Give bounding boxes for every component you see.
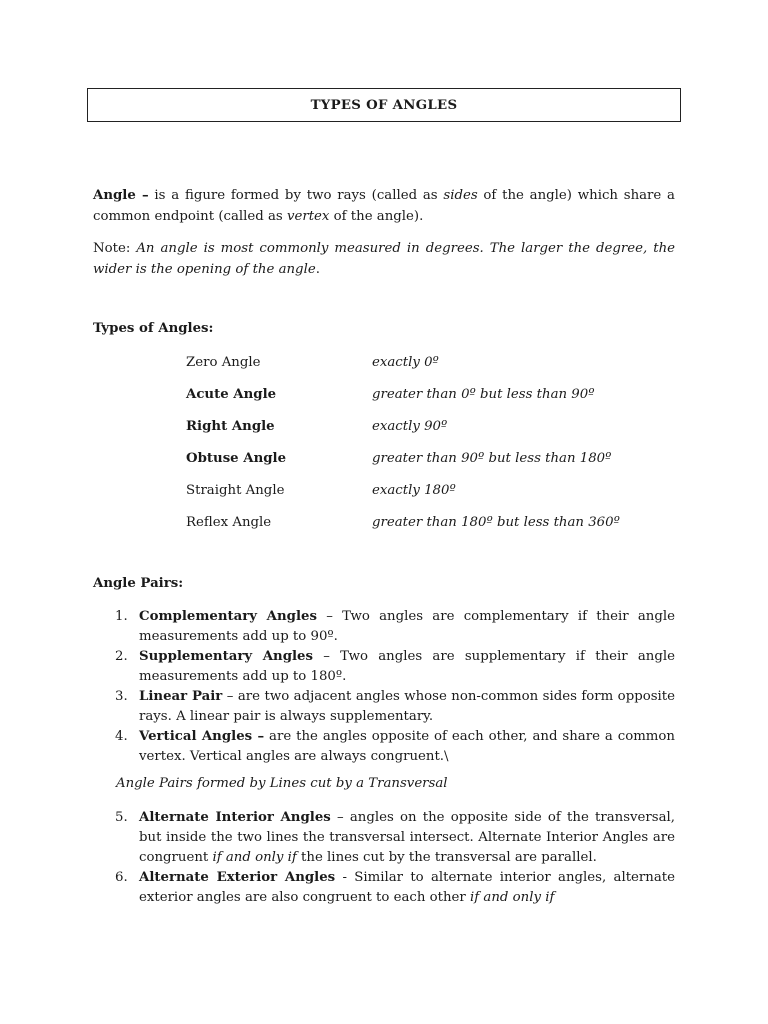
pair-italic: if and only if xyxy=(470,890,555,905)
list-item xyxy=(93,647,675,687)
pair-term: Complementary Angles xyxy=(139,609,317,624)
type-desc: greater than 90º but less than 180º xyxy=(372,451,612,466)
list-number: 4. xyxy=(115,729,128,744)
angle-pairs-list xyxy=(93,607,675,767)
pair-text: the lines cut by the transversal are parallel. xyxy=(296,850,597,865)
type-desc: greater than 0º but less than 90º xyxy=(372,387,595,402)
pair-text: – are two adjacent angles whose non-common sides form opposite rays. A linear pair is always supplementary. xyxy=(139,689,676,724)
definition-text: of the angle) which share a common endpoint (called as xyxy=(93,188,675,224)
pair-term: Alternate Interior Angles xyxy=(139,810,331,825)
type-name: Straight Angle xyxy=(186,483,285,498)
note-label: Note: xyxy=(93,241,137,256)
type-name: Obtuse Angle xyxy=(186,451,287,466)
pair-text: – Two angles are complementary if their angle measurements add up to 90º. xyxy=(139,609,675,644)
list-item xyxy=(93,808,675,868)
type-desc: exactly 180º xyxy=(372,483,456,498)
list-number: 2. xyxy=(115,649,128,664)
pair-term: Supplementary Angles xyxy=(139,649,314,664)
pair-text: are the angles opposite of each other, and share a common vertex. Vertical angles are always congruent.\ xyxy=(139,729,675,764)
angle-definition xyxy=(93,185,675,227)
pair-term: Alternate Exterior Angles xyxy=(139,870,336,885)
type-name: Reflex Angle xyxy=(186,515,272,530)
type-name: Acute Angle xyxy=(186,387,277,402)
note-paragraph xyxy=(93,238,675,280)
type-desc: exactly 0º xyxy=(372,355,439,370)
list-item xyxy=(93,687,675,727)
transversal-pairs-list xyxy=(93,808,675,908)
document-title: TYPES OF ANGLES xyxy=(87,88,681,122)
pair-text: – Two angles are supplementary if their angle measurements add up to 180º. xyxy=(139,649,675,684)
pair-term: Linear Pair xyxy=(139,689,223,704)
list-item xyxy=(93,868,675,908)
pair-italic: if and only if xyxy=(212,850,297,865)
definition-text: of the angle). xyxy=(329,209,424,224)
list-item xyxy=(93,607,675,647)
pairs-heading: Angle Pairs: xyxy=(93,576,184,591)
list-number: 6. xyxy=(115,870,128,885)
angle-term: Angle – xyxy=(93,188,149,203)
type-desc: greater than 180º but less than 360º xyxy=(372,515,620,530)
types-heading: Types of Angles: xyxy=(93,321,214,336)
definition-text: is a figure formed by two rays (called as xyxy=(148,188,444,203)
type-name: Zero Angle xyxy=(186,355,261,370)
pair-text: – angles on the opposite side of the transversal, but inside the two lines the transversal intersect. Alternate Interior Angles are congruent xyxy=(139,810,676,865)
transversal-subheading: Angle Pairs formed by Lines cut by a Transversal xyxy=(116,776,448,791)
list-number: 1. xyxy=(115,609,128,624)
list-item xyxy=(93,727,675,767)
list-number: 3. xyxy=(115,689,128,704)
note-end: . xyxy=(315,262,320,277)
list-number: 5. xyxy=(115,810,128,825)
note-text: An angle is most commonly measured in degrees. The larger the degree, the wider is the opening of the angle xyxy=(93,241,675,277)
pair-text: - Similar to alternate interior angles, alternate exterior angles are also congruent to each other xyxy=(139,870,675,905)
type-name: Right Angle xyxy=(186,419,275,434)
pair-term: Vertical Angles – xyxy=(139,729,265,744)
sides-term: sides xyxy=(443,188,478,203)
vertex-term: vertex xyxy=(286,209,330,224)
type-desc: exactly 90º xyxy=(372,419,448,434)
